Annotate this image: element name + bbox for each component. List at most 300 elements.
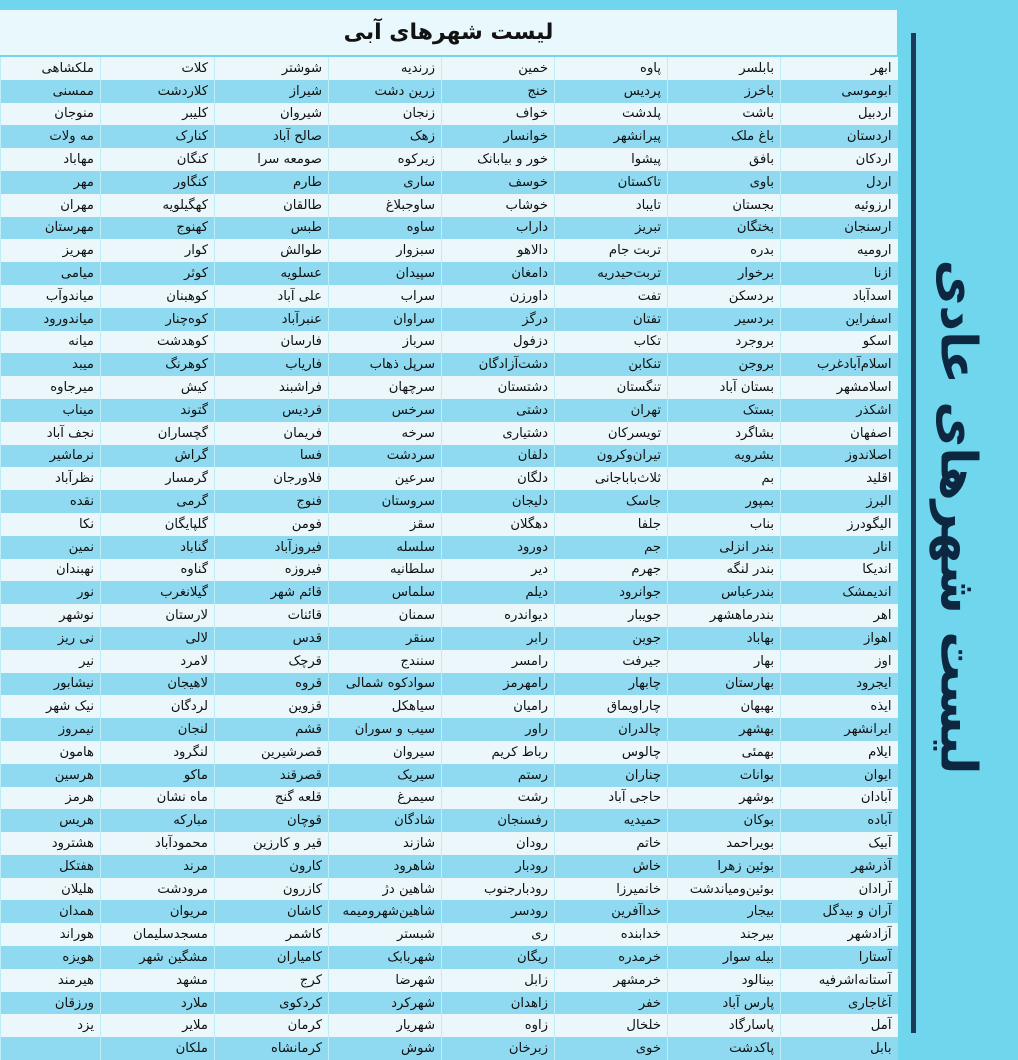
city-cell: راور	[442, 718, 555, 741]
city-cell: مهران	[1, 194, 101, 217]
city-cell: هفتکل	[1, 855, 101, 878]
city-cell: جلفا	[555, 513, 668, 536]
city-cell: میبد	[1, 353, 101, 376]
cities-table	[0, 57, 898, 1060]
city-cell: اشکذر	[781, 399, 898, 422]
city-cell: بابل	[781, 1037, 898, 1060]
city-cell: دورود	[442, 536, 555, 559]
city-cell: آبادان	[781, 787, 898, 810]
city-cell: تاکستان	[555, 171, 668, 194]
city-cell: تبریز	[555, 217, 668, 240]
city-cell: کنگان	[101, 148, 215, 171]
table-row	[1, 878, 898, 901]
city-cell: فریمان	[215, 422, 329, 445]
city-cell: ایرانشهر	[781, 718, 898, 741]
city-cell: پردیس	[555, 80, 668, 103]
city-cell: آبیک	[781, 832, 898, 855]
city-cell: خنج	[442, 80, 555, 103]
city-cell: بروجرد	[668, 331, 781, 354]
city-cell: تایباد	[555, 194, 668, 217]
city-cell: مهاباد	[1, 148, 101, 171]
city-cell: دیلم	[442, 581, 555, 604]
city-cell: قرچک	[215, 650, 329, 673]
table-row	[1, 787, 898, 810]
city-cell: آباده	[781, 809, 898, 832]
city-cell: سقز	[329, 513, 442, 536]
table-row	[1, 559, 898, 582]
city-cell: شادگان	[329, 809, 442, 832]
city-cell: سنندج	[329, 650, 442, 673]
table-row	[1, 650, 898, 673]
city-cell: تنکابن	[555, 353, 668, 376]
city-cell: قلعه گنج	[215, 787, 329, 810]
city-cell: اقلید	[781, 467, 898, 490]
city-cell: بناب	[668, 513, 781, 536]
city-cell: دشتستان	[442, 376, 555, 399]
city-cell: شاهین‌شهرومیمه	[329, 900, 442, 923]
city-cell: بهاباد	[668, 627, 781, 650]
city-cell: سیاهکل	[329, 695, 442, 718]
city-cell: لردگان	[101, 695, 215, 718]
city-cell: نور	[1, 581, 101, 604]
city-cell: بافق	[668, 148, 781, 171]
table-row	[1, 992, 898, 1015]
city-cell	[1, 1037, 101, 1060]
table-row	[1, 946, 898, 969]
city-cell: دیواندره	[442, 604, 555, 627]
city-cell: کلات	[101, 57, 215, 80]
city-cell: اصلاندوز	[781, 445, 898, 468]
table-row	[1, 490, 898, 513]
city-cell: طبس	[215, 217, 329, 240]
table-row	[1, 331, 898, 354]
city-cell: لنگرود	[101, 741, 215, 764]
city-cell: اردکان	[781, 148, 898, 171]
city-cell: ساوجبلاغ	[329, 194, 442, 217]
city-cell: کهنوج	[101, 217, 215, 240]
city-cell: خاتم	[555, 832, 668, 855]
city-cell: اسکو	[781, 331, 898, 354]
city-cell: بندرعباس	[668, 581, 781, 604]
city-cell: بندر انزلی	[668, 536, 781, 559]
city-cell: فاریاب	[215, 353, 329, 376]
city-cell: دشتیاری	[442, 422, 555, 445]
city-cell: لنجان	[101, 718, 215, 741]
city-cell: کنگاور	[101, 171, 215, 194]
city-cell: هامون	[1, 741, 101, 764]
city-cell: آذرشهر	[781, 855, 898, 878]
city-cell: بستک	[668, 399, 781, 422]
city-cell: چالوس	[555, 741, 668, 764]
city-cell: اسدآباد	[781, 285, 898, 308]
city-cell: قدس	[215, 627, 329, 650]
city-cell: کاشان	[215, 900, 329, 923]
city-cell: پیرانشهر	[555, 125, 668, 148]
table-row	[1, 262, 898, 285]
city-cell: نرماشیر	[1, 445, 101, 468]
city-cell: نیمروز	[1, 718, 101, 741]
city-cell: ملکشاهی	[1, 57, 101, 80]
city-cell: تربت‌حیدریه	[555, 262, 668, 285]
city-cell: ایجرود	[781, 673, 898, 696]
city-cell: اندیکا	[781, 559, 898, 582]
table-row	[1, 1014, 898, 1037]
city-cell: منوجان	[1, 103, 101, 126]
city-cell: کامیاران	[215, 946, 329, 969]
city-cell: چالدران	[555, 718, 668, 741]
city-cell: صالح آباد	[215, 125, 329, 148]
city-cell: میناب	[1, 399, 101, 422]
city-cell: شهرضا	[329, 969, 442, 992]
city-cell: بردسیر	[668, 308, 781, 331]
table-row	[1, 399, 898, 422]
table-row	[1, 80, 898, 103]
city-cell: شیراز	[215, 80, 329, 103]
city-cell: ورزقان	[1, 992, 101, 1015]
city-cell: خدابنده	[555, 923, 668, 946]
city-cell: تربت جام	[555, 239, 668, 262]
table-row	[1, 194, 898, 217]
city-cell: تویسرکان	[555, 422, 668, 445]
table-row	[1, 513, 898, 536]
city-cell: گچساران	[101, 422, 215, 445]
city-cell: کوهدشت	[101, 331, 215, 354]
city-cell: کاشمر	[215, 923, 329, 946]
table-row	[1, 536, 898, 559]
city-cell: همدان	[1, 900, 101, 923]
city-cell: پیشوا	[555, 148, 668, 171]
city-cell: هرمز	[1, 787, 101, 810]
city-cell: ازنا	[781, 262, 898, 285]
city-cell: ملکان	[101, 1037, 215, 1060]
city-cell: مهرستان	[1, 217, 101, 240]
city-cell: هریس	[1, 809, 101, 832]
city-cell: گرمسار	[101, 467, 215, 490]
table-row	[1, 673, 898, 696]
city-cell: قروه	[215, 673, 329, 696]
city-cell: دامغان	[442, 262, 555, 285]
city-cell: آرادان	[781, 878, 898, 901]
city-cell: زنجان	[329, 103, 442, 126]
city-cell: اندیمشک	[781, 581, 898, 604]
city-cell: صومعه سرا	[215, 148, 329, 171]
city-cell: کوه‌چنار	[101, 308, 215, 331]
table-row	[1, 695, 898, 718]
city-cell: کرمان	[215, 1014, 329, 1037]
city-cell: اسفراین	[781, 308, 898, 331]
city-cell: ابهر	[781, 57, 898, 80]
city-cell: جاسک	[555, 490, 668, 513]
city-cell: نهبندان	[1, 559, 101, 582]
city-cell: میانه	[1, 331, 101, 354]
city-cell: خمین	[442, 57, 555, 80]
city-cell: مریوان	[101, 900, 215, 923]
city-cell: خفر	[555, 992, 668, 1015]
city-cell: فارسان	[215, 331, 329, 354]
city-cell: لامرد	[101, 650, 215, 673]
city-cell: جوین	[555, 627, 668, 650]
city-cell: قیر و کارزین	[215, 832, 329, 855]
city-cell: سپیدان	[329, 262, 442, 285]
table-row	[1, 467, 898, 490]
city-cell: آستارا	[781, 946, 898, 969]
city-cell: زهک	[329, 125, 442, 148]
city-cell: سیمرغ	[329, 787, 442, 810]
city-cell: نظرآباد	[1, 467, 101, 490]
city-cell: بشرویه	[668, 445, 781, 468]
city-cell: ریگان	[442, 946, 555, 969]
city-cell: بینالود	[668, 969, 781, 992]
city-cell: بروجن	[668, 353, 781, 376]
city-cell: سنقر	[329, 627, 442, 650]
city-cell: هشترود	[1, 832, 101, 855]
city-cell: زرین دشت	[329, 80, 442, 103]
city-cell: خوانسار	[442, 125, 555, 148]
city-cell: جهرم	[555, 559, 668, 582]
city-cell: بابلسر	[668, 57, 781, 80]
city-cell: رباط کریم	[442, 741, 555, 764]
city-cell: بیجار	[668, 900, 781, 923]
city-cell: خلخال	[555, 1014, 668, 1037]
city-cell: کوثر	[101, 262, 215, 285]
city-cell: باشت	[668, 103, 781, 126]
city-cell: هویزه	[1, 946, 101, 969]
city-cell: بندرماهشهر	[668, 604, 781, 627]
city-cell: یزد	[1, 1014, 101, 1037]
city-cell: سرپل ذهاب	[329, 353, 442, 376]
city-cell: لاهیجان	[101, 673, 215, 696]
city-cell: آستانه‌اشرفیه	[781, 969, 898, 992]
city-cell: تفت	[555, 285, 668, 308]
city-cell: تیران‌وکرون	[555, 445, 668, 468]
city-cell: شبستر	[329, 923, 442, 946]
city-cell: پاوه	[555, 57, 668, 80]
city-cell: قصرشیرین	[215, 741, 329, 764]
city-cell: ارسنجان	[781, 217, 898, 240]
city-cell: هرسین	[1, 764, 101, 787]
city-cell: کوهرنگ	[101, 353, 215, 376]
city-cell: قشم	[215, 718, 329, 741]
city-cell: سیریک	[329, 764, 442, 787]
city-cell: آزادشهر	[781, 923, 898, 946]
city-cell: سمنان	[329, 604, 442, 627]
city-cell: انار	[781, 536, 898, 559]
city-cell: قزوین	[215, 695, 329, 718]
city-cell: شیروان	[215, 103, 329, 126]
table-row	[1, 764, 898, 787]
table-row	[1, 353, 898, 376]
table-row	[1, 923, 898, 946]
city-cell: دهگلان	[442, 513, 555, 536]
city-cell: بیله سوار	[668, 946, 781, 969]
city-cell: گتوند	[101, 399, 215, 422]
city-cell: جیرفت	[555, 650, 668, 673]
city-cell: بوانات	[668, 764, 781, 787]
table-row	[1, 969, 898, 992]
table-row	[1, 57, 898, 80]
city-cell: اسلامشهر	[781, 376, 898, 399]
city-cell: سبزوار	[329, 239, 442, 262]
city-cell: سلماس	[329, 581, 442, 604]
city-cell: هلیلان	[1, 878, 101, 901]
table-row	[1, 627, 898, 650]
table-row	[1, 741, 898, 764]
city-cell: قائنات	[215, 604, 329, 627]
city-cell: کرج	[215, 969, 329, 992]
city-cell: دلیجان	[442, 490, 555, 513]
city-cell: هوراند	[1, 923, 101, 946]
city-cell: قوچان	[215, 809, 329, 832]
city-cell: محمودآباد	[101, 832, 215, 855]
city-cell: رامهرمز	[442, 673, 555, 696]
city-cell: پارس آباد	[668, 992, 781, 1015]
city-cell: بوئین زهرا	[668, 855, 781, 878]
table-row	[1, 809, 898, 832]
city-cell: شوشتر	[215, 57, 329, 80]
city-cell: سرچهان	[329, 376, 442, 399]
city-cell: مشگین شهر	[101, 946, 215, 969]
city-cell: گناوه	[101, 559, 215, 582]
city-cell: دلگان	[442, 467, 555, 490]
city-cell: نمین	[1, 536, 101, 559]
city-cell: جم	[555, 536, 668, 559]
city-cell: میامی	[1, 262, 101, 285]
city-cell: میاندوآب	[1, 285, 101, 308]
city-cell: زرندیه	[329, 57, 442, 80]
city-cell: بختگان	[668, 217, 781, 240]
city-cell: خوسف	[442, 171, 555, 194]
city-cell: فنوج	[215, 490, 329, 513]
city-cell: دشتی	[442, 399, 555, 422]
city-cell: اردستان	[781, 125, 898, 148]
city-cell: تنگستان	[555, 376, 668, 399]
city-cell: سلسله	[329, 536, 442, 559]
city-cell: باخرز	[668, 80, 781, 103]
city-cell: نی ریز	[1, 627, 101, 650]
city-cell: ساری	[329, 171, 442, 194]
city-cell: نقده	[1, 490, 101, 513]
city-cell: ماه نشان	[101, 787, 215, 810]
city-cell: طارم	[215, 171, 329, 194]
table-row	[1, 604, 898, 627]
city-cell: ثلاث‌باباجانی	[555, 467, 668, 490]
city-cell: بهار	[668, 650, 781, 673]
city-cell: فسا	[215, 445, 329, 468]
city-cell: اهر	[781, 604, 898, 627]
city-cell: زاوه	[442, 1014, 555, 1037]
city-cell: قصرقند	[215, 764, 329, 787]
city-cell: گناباد	[101, 536, 215, 559]
city-cell: کیش	[101, 376, 215, 399]
list-title: لیست شهرهای آبی	[0, 10, 897, 55]
table-row	[1, 376, 898, 399]
city-cell: هیرمند	[1, 969, 101, 992]
city-cell: نوشهر	[1, 604, 101, 627]
city-cell: رفسنجان	[442, 809, 555, 832]
city-cell: شازند	[329, 832, 442, 855]
city-cell: گلپایگان	[101, 513, 215, 536]
city-cell: خاش	[555, 855, 668, 878]
city-cell: بندر لنگه	[668, 559, 781, 582]
city-cell: خرمدره	[555, 946, 668, 969]
city-cell: باغ ملک	[668, 125, 781, 148]
city-cell: ایلام	[781, 741, 898, 764]
city-cell: تهران	[555, 399, 668, 422]
city-cell: گراش	[101, 445, 215, 468]
city-cell: سردشت	[329, 445, 442, 468]
city-cell: شوش	[329, 1037, 442, 1060]
city-cell: مهریز	[1, 239, 101, 262]
city-cell: کارون	[215, 855, 329, 878]
city-cell: داراب	[442, 217, 555, 240]
city-cell: اردل	[781, 171, 898, 194]
table-row	[1, 581, 898, 604]
city-cell: حاجی آباد	[555, 787, 668, 810]
city-cell: سراب	[329, 285, 442, 308]
city-cell: عنبرآباد	[215, 308, 329, 331]
table-row	[1, 217, 898, 240]
side-title-area	[898, 0, 1018, 1033]
table-row	[1, 125, 898, 148]
city-cell: طالقان	[215, 194, 329, 217]
city-cell: رودسر	[442, 900, 555, 923]
city-cell: نکا	[1, 513, 101, 536]
city-cell: بهمئی	[668, 741, 781, 764]
city-cell: حمیدیه	[555, 809, 668, 832]
city-cell: زاهدان	[442, 992, 555, 1015]
city-cell: سیروان	[329, 741, 442, 764]
city-cell: خواف	[442, 103, 555, 126]
city-cell: بوئین‌ومیاندشت	[668, 878, 781, 901]
city-cell: بهارستان	[668, 673, 781, 696]
city-cell: لارستان	[101, 604, 215, 627]
city-cell: بدره	[668, 239, 781, 262]
table-row	[1, 148, 898, 171]
city-cell: سوادکوه شمالی	[329, 673, 442, 696]
city-cell: خداآفرین	[555, 900, 668, 923]
city-cell: فیروزه	[215, 559, 329, 582]
city-cell: چاراویماق	[555, 695, 668, 718]
city-cell: مسجدسلیمان	[101, 923, 215, 946]
table-row	[1, 171, 898, 194]
city-cell: بم	[668, 467, 781, 490]
city-cell: زابل	[442, 969, 555, 992]
city-cell: پاسارگاد	[668, 1014, 781, 1037]
table-row	[1, 832, 898, 855]
city-cell: جوانرود	[555, 581, 668, 604]
city-cell: گرمی	[101, 490, 215, 513]
city-cell: شهریار	[329, 1014, 442, 1037]
city-cell: دشت‌آزادگان	[442, 353, 555, 376]
city-cell: چابهار	[555, 673, 668, 696]
city-cell: چناران	[555, 764, 668, 787]
city-cell: سرعین	[329, 467, 442, 490]
city-cell: تکاب	[555, 331, 668, 354]
city-cell: کرمانشاه	[215, 1037, 329, 1060]
city-cell: رستم	[442, 764, 555, 787]
city-cell: اسلام‌آبادغرب	[781, 353, 898, 376]
city-cell: دیر	[442, 559, 555, 582]
city-cell: کوهبنان	[101, 285, 215, 308]
city-cell: رودبار	[442, 855, 555, 878]
city-cell: میرجاوه	[1, 376, 101, 399]
table-row	[1, 855, 898, 878]
city-cell: خوشاب	[442, 194, 555, 217]
city-cell: ممسنی	[1, 80, 101, 103]
city-cell: بجستان	[668, 194, 781, 217]
city-cell: ارومیه	[781, 239, 898, 262]
city-cell: برخوار	[668, 262, 781, 285]
